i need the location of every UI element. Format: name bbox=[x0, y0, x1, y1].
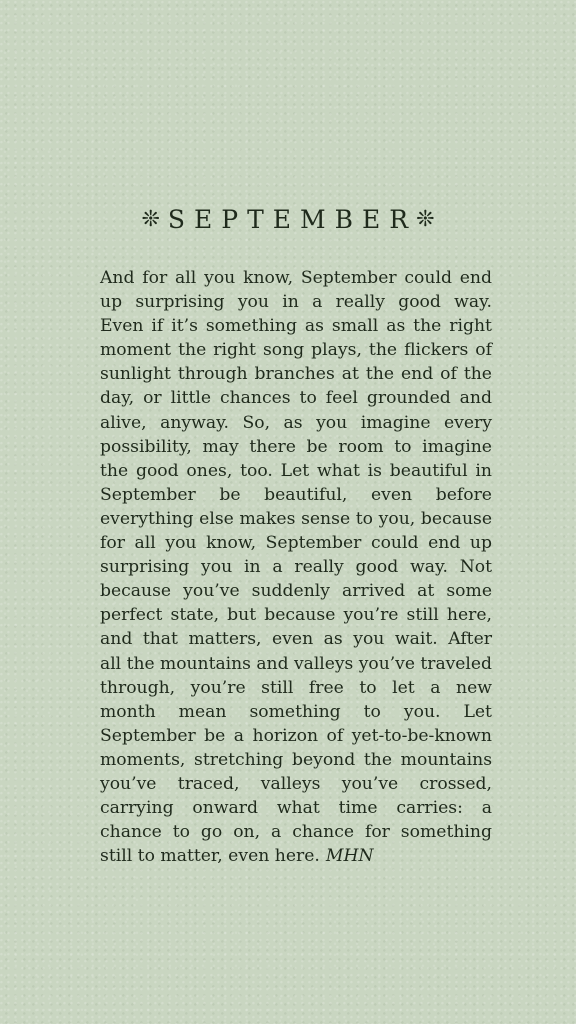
poem-line-text: still to matter, even here. bbox=[100, 846, 320, 867]
heading bbox=[0, 207, 576, 232]
poem-line: September be a horizon of yet-to-be-known bbox=[100, 725, 492, 746]
poem-line: moments, stretching beyond the mountains bbox=[100, 749, 493, 770]
snowflake-right-icon: ❊ bbox=[416, 206, 435, 232]
poem-line: all the mountains and valleys you’ve traveled bbox=[100, 653, 492, 674]
poem-line: sunlight through branches at the end of the bbox=[100, 364, 492, 385]
poem-line: possibility, may there be room to imagine bbox=[100, 436, 492, 457]
poem-line: Even if it’s something as small as the right bbox=[100, 316, 492, 337]
poem-line: carrying onward what time carries: a bbox=[100, 798, 492, 819]
poem-line: surprising you in a really good way. Not bbox=[100, 557, 493, 578]
poem-line: up surprising you in a really good way. bbox=[100, 292, 493, 313]
poem-line: month mean something to you. Let bbox=[100, 701, 492, 722]
author-signature: MHN bbox=[325, 846, 374, 867]
poem-line: moment the right song plays, the flickers of bbox=[100, 340, 493, 361]
poem-line: for all you know, September could end up bbox=[100, 533, 492, 554]
page-title: SEPTEMBER bbox=[167, 205, 418, 234]
poem-line: September be beautiful, even before bbox=[100, 484, 492, 505]
poem-line: chance to go on, a chance for something bbox=[100, 822, 492, 843]
poem-line: everything else makes sense to you, because bbox=[100, 508, 493, 529]
poem-line: and that matters, even as you wait. After bbox=[100, 629, 492, 650]
poem-line: alive, anyway. So, as you imagine every bbox=[100, 412, 492, 433]
poem-line: And for all you know, September could end bbox=[100, 268, 493, 288]
poem-line: day, or little chances to feel grounded and bbox=[100, 388, 492, 409]
poem-line: through, you’re still free to let a new bbox=[100, 677, 492, 698]
snowflake-left-icon: ❊ bbox=[141, 206, 160, 232]
poem-line: the good ones, too. Let what is beautiful in bbox=[100, 460, 492, 481]
poem-body bbox=[100, 266, 492, 868]
poem-line: you’ve traced, valleys you’ve crossed, bbox=[100, 773, 492, 794]
poem-last-line bbox=[100, 844, 492, 868]
poem-line: perfect state, but because you’re still here, bbox=[100, 605, 492, 626]
poem-line: because you’ve suddenly arrived at some bbox=[100, 581, 492, 602]
